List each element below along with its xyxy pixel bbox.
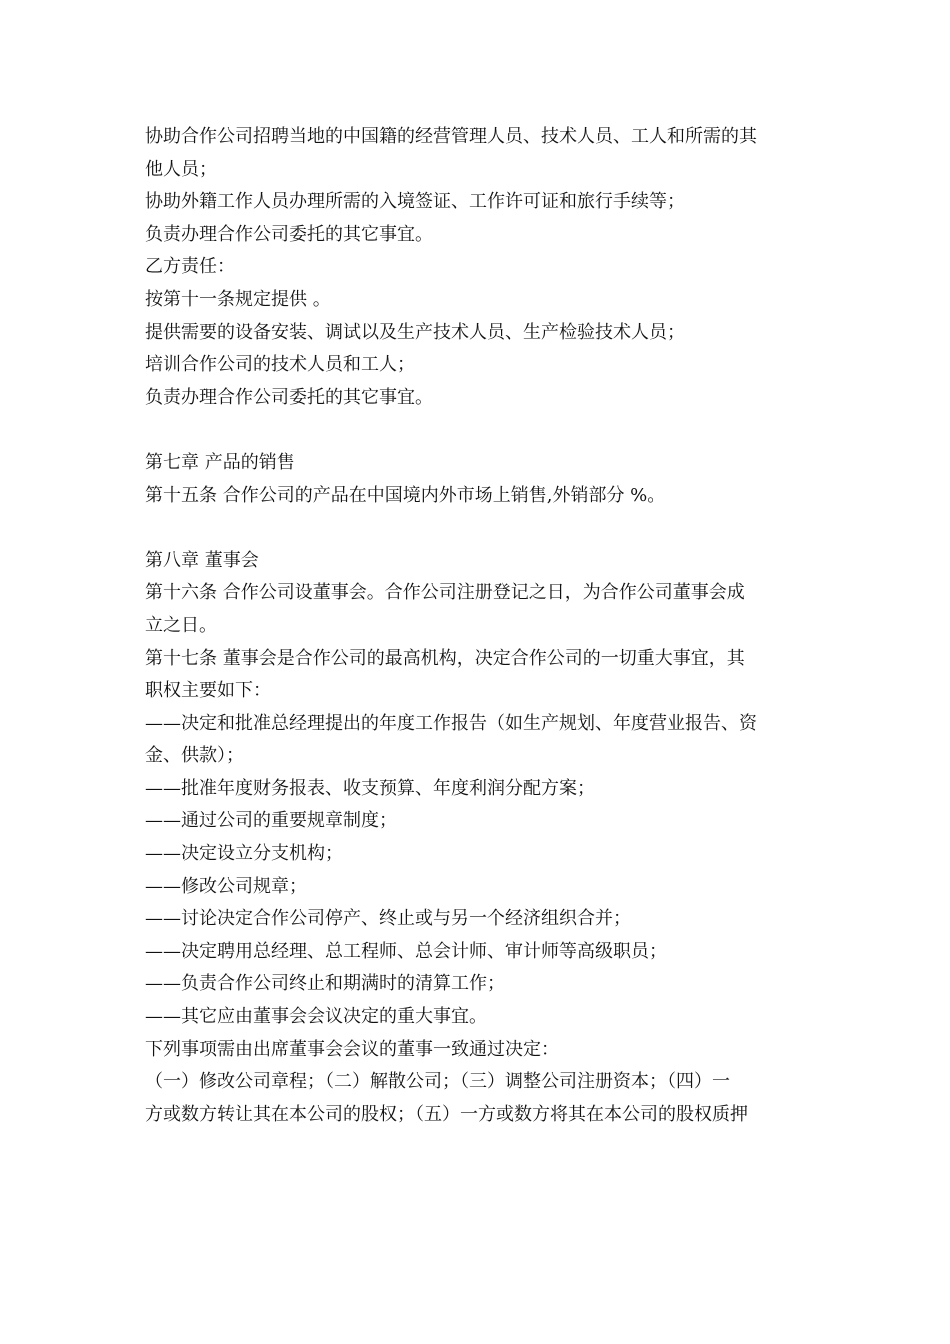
list-item: ——讨论决定合作公司停产、终止或与另一个经济组织合并；: [145, 908, 631, 930]
article-17: 第十七条 董事会是合作公司的最高机构，决定合作公司的一切重大事宜，其: [145, 647, 745, 669]
list-item: ——通过公司的重要规章制度；: [145, 810, 397, 832]
text-line: 负责办理合作公司委托的其它事宜。: [145, 386, 433, 408]
text-line: 金、供款）；: [145, 745, 244, 767]
list-item: ——决定聘用总经理、总工程师、总会计师、审计师等高级职员；: [145, 940, 667, 962]
list-item: ——决定和批准总经理提出的年度工作报告（如生产规划、年度营业报告、资: [145, 712, 757, 734]
list-item: ——修改公司规章；: [145, 875, 307, 897]
text-line: （一）修改公司章程；（二）解散公司；（三）调整公司注册资本；（四）一: [145, 1071, 730, 1093]
text-line: 按第十一条规定提供 。: [145, 288, 331, 310]
text-line: 负责办理合作公司委托的其它事宜。: [145, 223, 433, 245]
section-label-party-b: 乙方责任：: [145, 256, 235, 278]
document-body: [145, 121, 810, 1131]
text-line: 培训合作公司的技术人员和工人；: [145, 354, 415, 376]
article-15: 第十五条 合作公司的产品在中国境内外市场上销售,外销部分 %。: [145, 484, 666, 506]
list-item: ——其它应由董事会会议决定的重大事宜。: [145, 1006, 487, 1028]
text-line: 他人员；: [145, 158, 217, 180]
blank-line: [145, 512, 810, 545]
list-item: ——负责合作公司终止和期满时的清算工作；: [145, 973, 505, 995]
text-line: 立之日。: [145, 614, 217, 636]
list-item: ——批准年度财务报表、收支预算、年度利润分配方案；: [145, 777, 595, 799]
text-line: 方或数方转让其在本公司的股权；（五）一方或数方将其在本公司的股权质押: [145, 1103, 748, 1125]
text-line: 职权主要如下：: [145, 680, 271, 702]
text-line: 提供需要的设备安装、调试以及生产技术人员、生产检验技术人员；: [145, 321, 685, 343]
chapter-heading-7: 第七章 产品的销售: [145, 451, 295, 473]
text-line: 下列事项需由出席董事会会议的董事一致通过决定：: [145, 1038, 559, 1060]
text-line: 协助外籍工作人员办理所需的入境签证、工作许可证和旅行手续等；: [145, 191, 685, 213]
list-item: ——决定设立分支机构；: [145, 843, 343, 865]
text-line: 协助合作公司招聘当地的中国籍的经营管理人员、技术人员、工人和所需的其: [145, 126, 757, 147]
article-16: 第十六条 合作公司设董事会。合作公司注册登记之日，为合作公司董事会成: [145, 582, 745, 604]
chapter-heading-8: 第八章 董事会: [145, 549, 259, 571]
blank-line: [145, 414, 810, 447]
